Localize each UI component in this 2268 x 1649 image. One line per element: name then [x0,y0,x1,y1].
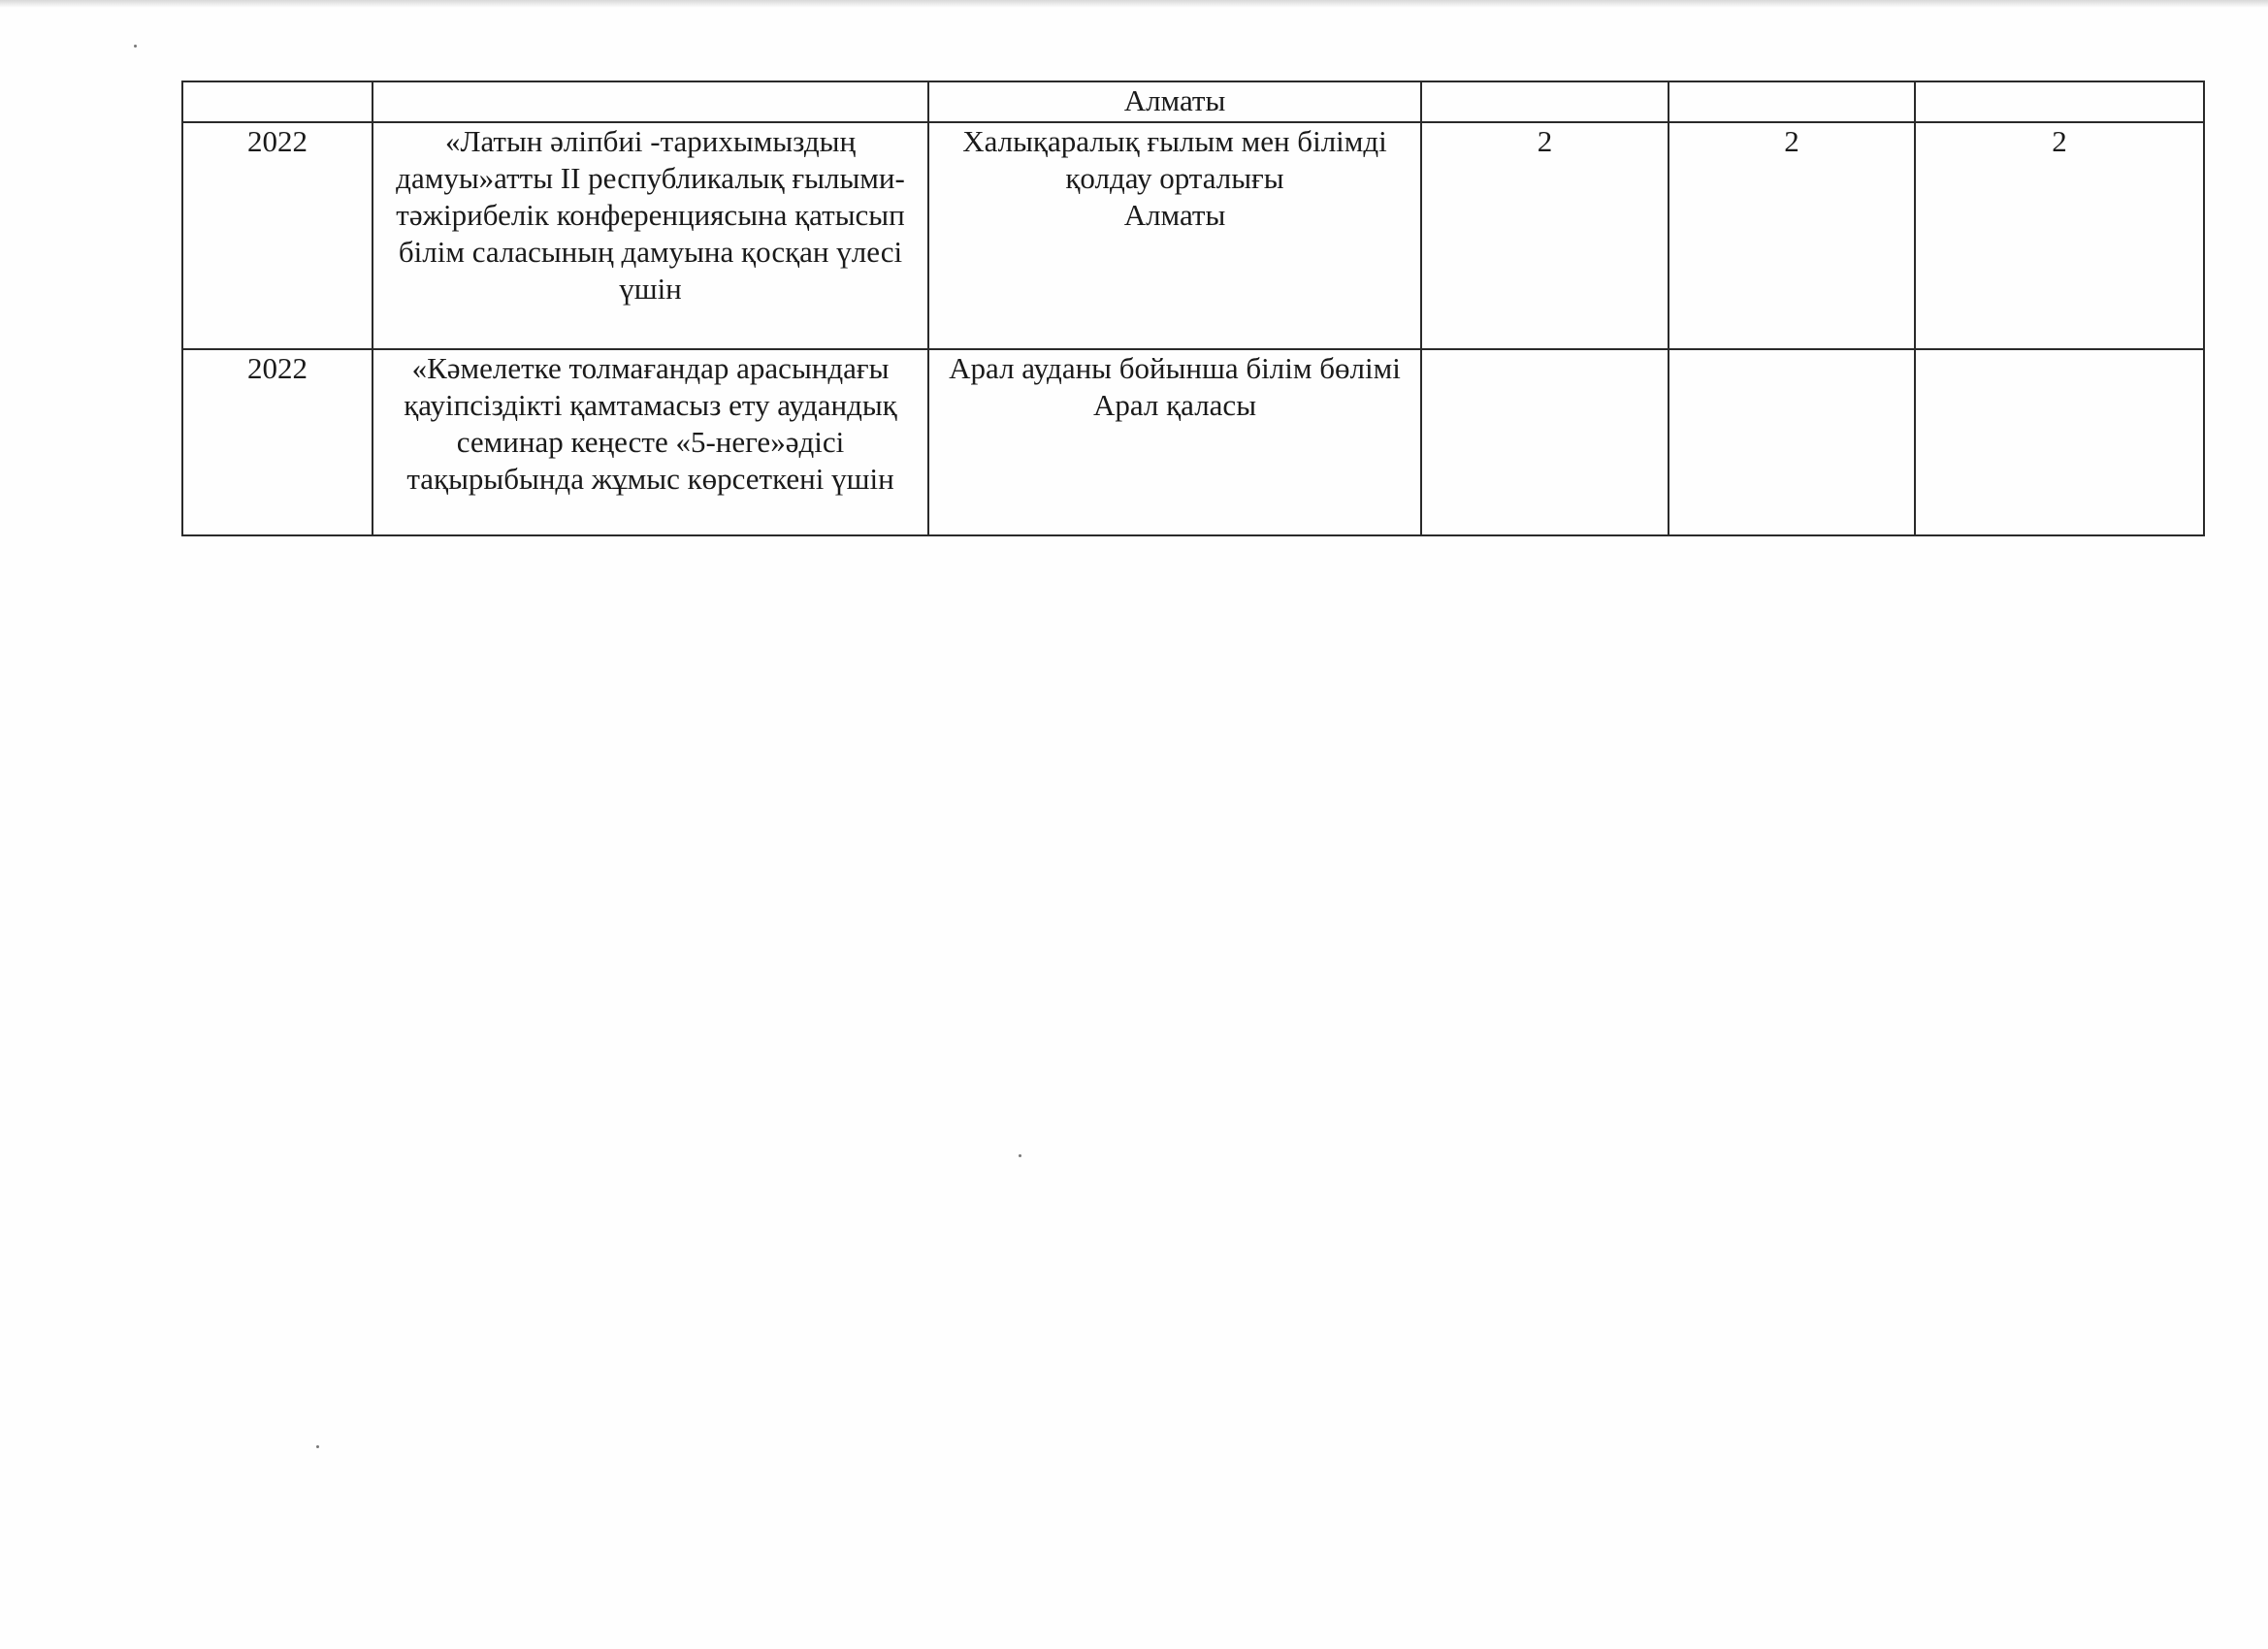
table-row [182,349,2204,535]
value-cell-6 [1915,81,2204,122]
table-row [182,81,2204,122]
organization-cell: Алматы [928,81,1421,122]
value-cell-5 [1669,81,1915,122]
value-cell-6: 2 [1915,122,2204,349]
scan-speck [316,1445,319,1448]
scan-top-edge [0,0,2268,8]
title-cell: «Кәмелетке толмағандар арасындағы қауіпсіздікті қамтамасыз ету аудандық семинар кеңесте «5-неге»әдісі тақырыбында жұмыс көрсеткені үшін [373,349,928,535]
year-cell: 2022 [182,349,373,535]
year-cell: 2022 [182,122,373,349]
value-cell-4 [1421,81,1669,122]
value-cell-4 [1421,349,1669,535]
value-cell-4: 2 [1421,122,1669,349]
scan-speck [134,45,137,48]
scan-speck [1019,1154,1021,1157]
organization-cell: Арал ауданы бойынша білім бөлімі Арал қаласы [928,349,1421,535]
title-cell [373,122,928,349]
value-cell-6 [1915,349,2204,535]
value-cell-5 [1669,349,1915,535]
title-text: «Латын әліпбиі -тарихымыздың дамуы»атты II республикалық ғылыми-тәжірибелік конференциясына қатысып білім саласының дамуына қосқан үлесі үшін [396,124,905,306]
year-cell [182,81,373,122]
value-cell-5: 2 [1669,122,1915,349]
organization-cell: Халықаралық ғылым мен білімді қолдау орталығы Алматы [928,122,1421,349]
awards-table [181,81,2205,536]
table-row [182,122,2204,349]
title-cell [373,81,928,122]
